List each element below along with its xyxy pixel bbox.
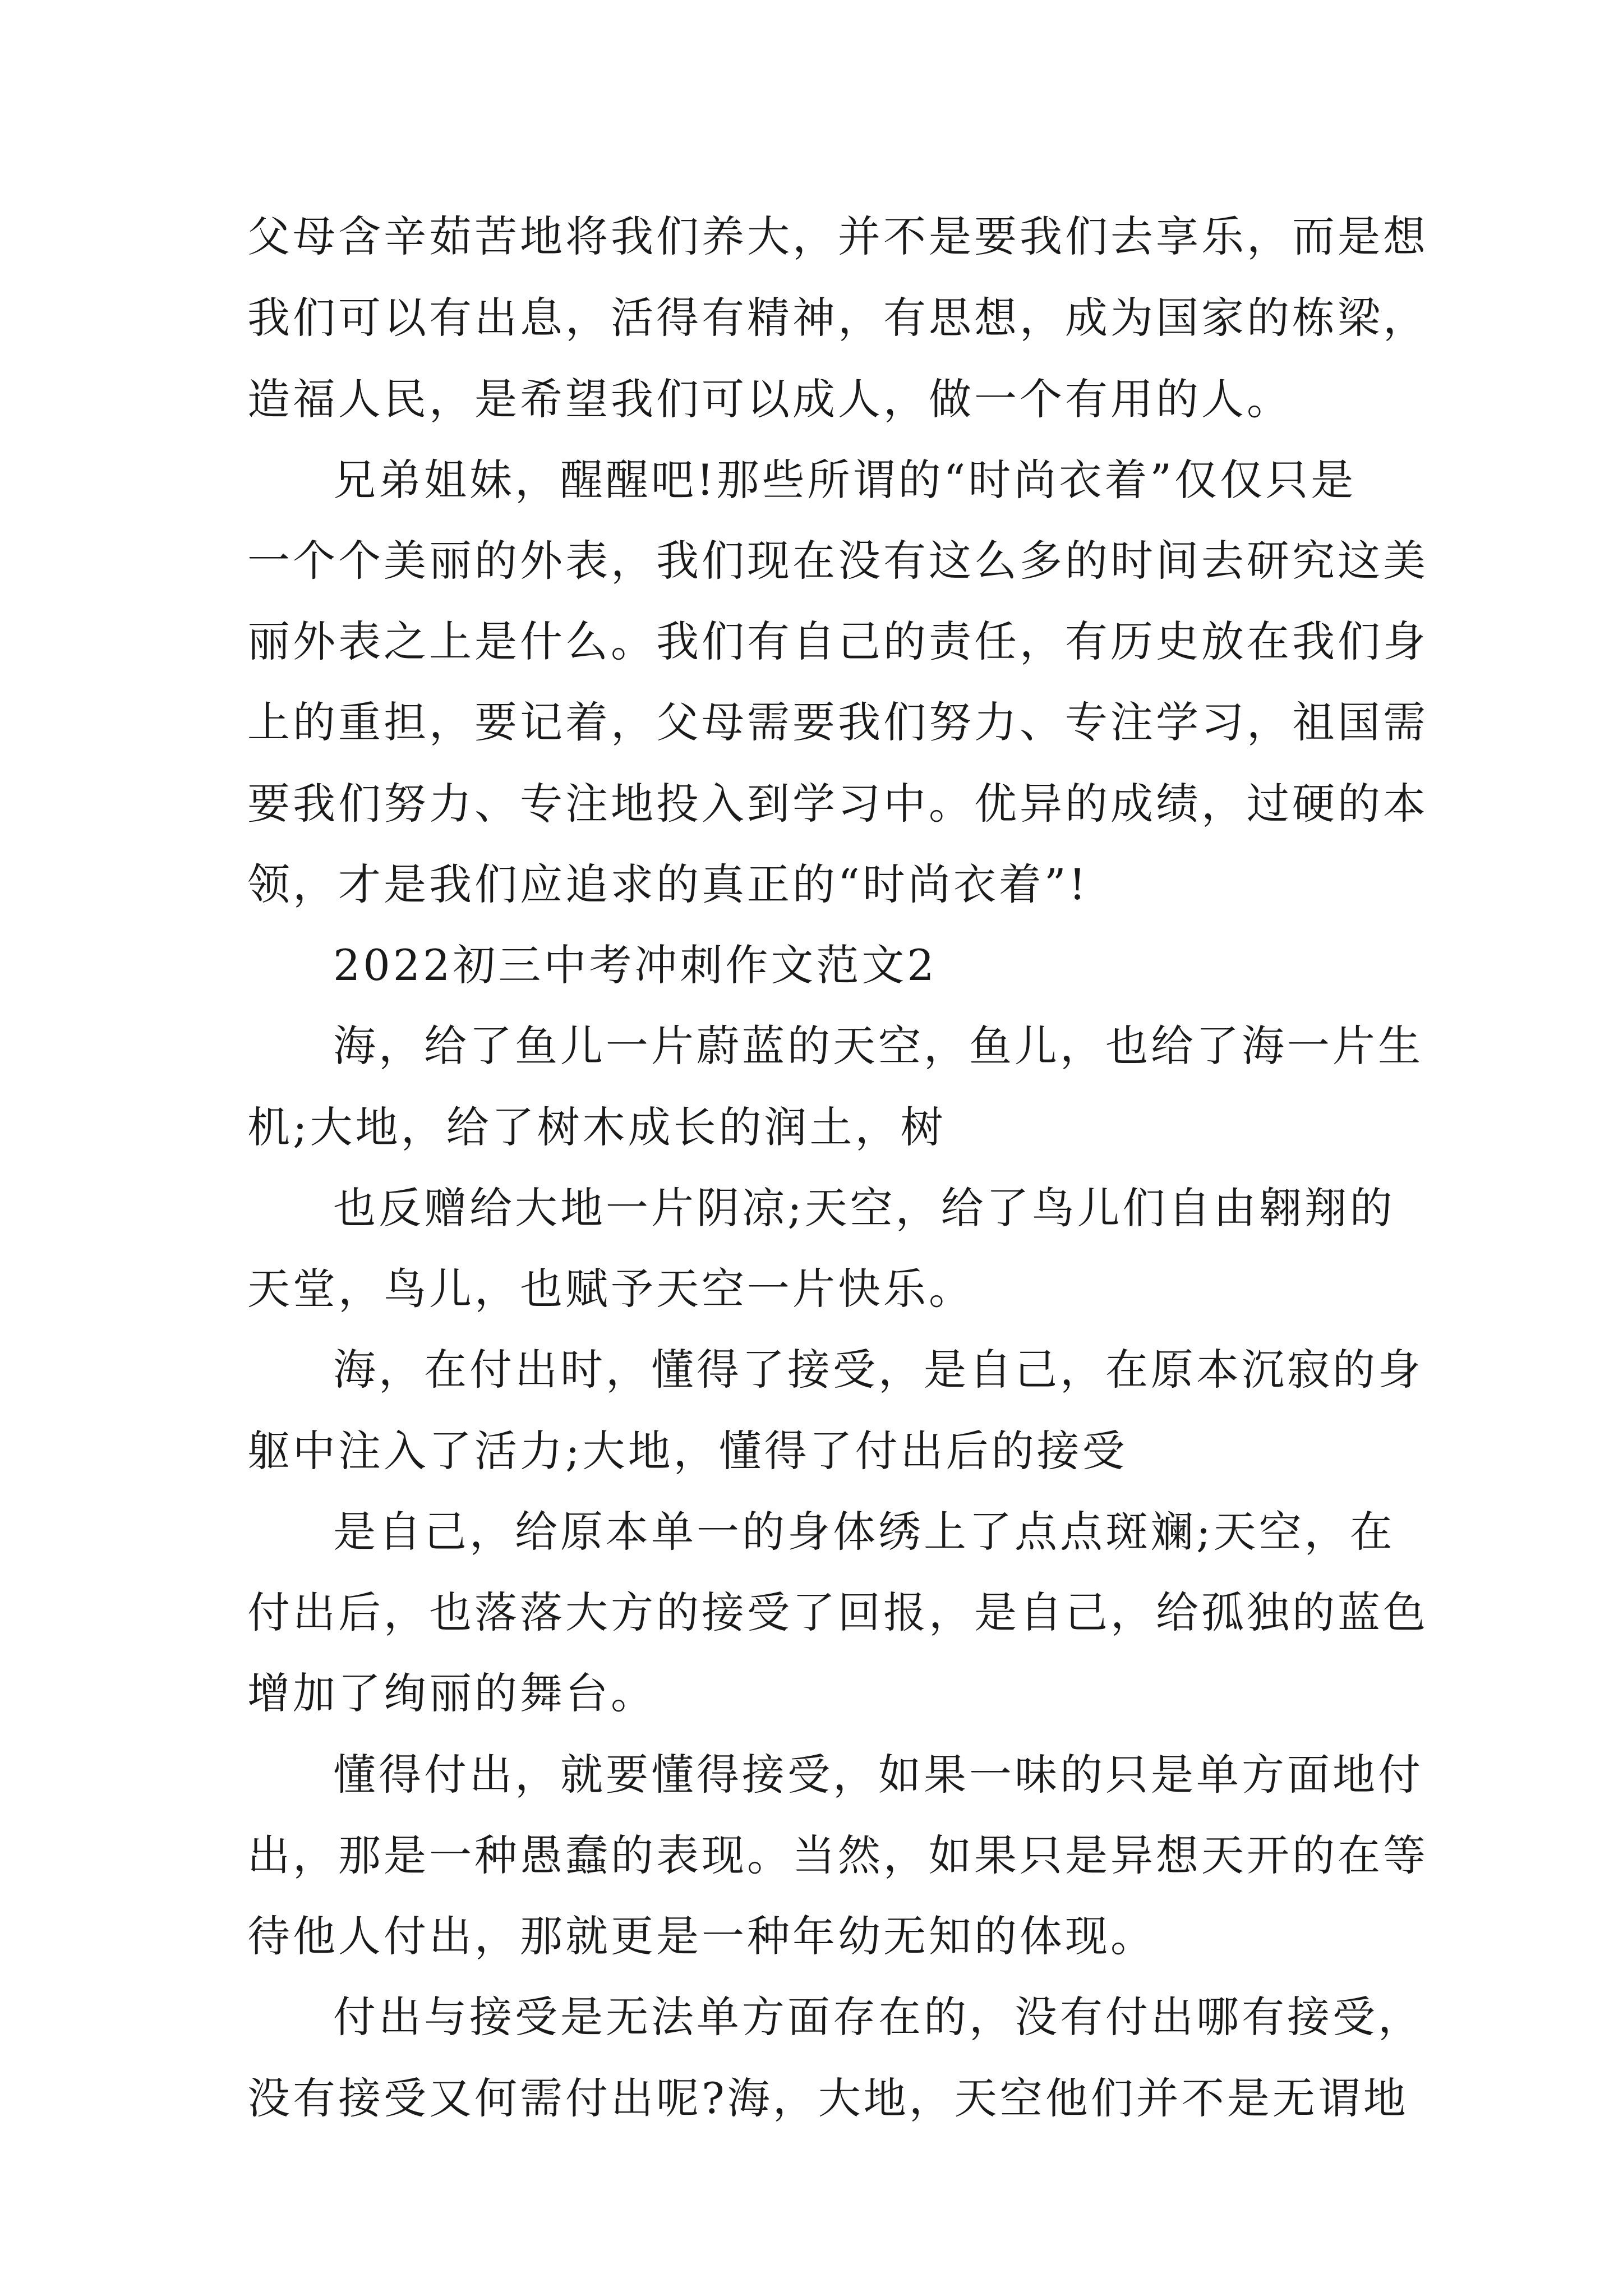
text-line: 一个个美丽的外表，我们现在没有这么多的时间去研究这美 <box>247 536 1428 586</box>
text-line: 躯中注入了活力;大地，懂得了付出后的接受 <box>247 1426 1128 1476</box>
text-line: 付出后，也落落大方的接受了回报，是自己，给孤独的蓝色 <box>247 1588 1428 1637</box>
text-line: 领，才是我们应追求的真正的“时尚衣着”! <box>247 859 1089 909</box>
text-line: 机;大地，给了树木成长的润土，树 <box>247 1102 946 1152</box>
text-line: 海，给了鱼儿一片蔚蓝的天空，鱼儿，也给了海一片生 <box>333 1021 1423 1071</box>
text-line: 兄弟姐妹，醒醒吧!那些所谓的“时尚衣着”仅仅只是 <box>333 455 1357 505</box>
text-line: 上的重担，要记着，父母需要我们努力、专注学习，祖国需 <box>247 697 1428 747</box>
text-line: 天堂，鸟儿，也赋予天空一片快乐。 <box>247 1264 974 1314</box>
text-line: 要我们努力、专注地投入到学习中。优异的成绩，过硬的本 <box>247 779 1428 829</box>
text-line: 懂得付出，就要懂得接受，如果一味的只是单方面地付 <box>333 1750 1423 1800</box>
text-line: 我们可以有出息，活得有精神，有思想，成为国家的栋梁， <box>247 293 1428 343</box>
text-line: 出，那是一种愚蠢的表现。当然，如果只是异想天开的在等 <box>247 1830 1428 1880</box>
text-line: 付出与接受是无法单方面存在的，没有付出哪有接受， <box>333 1992 1423 2042</box>
text-line: 没有接受又何需付出呢?海，大地，天空他们并不是无谓地 <box>247 2073 1409 2123</box>
text-line: 也反赠给大地一片阴凉;天空，给了鸟儿们自由翱翔的 <box>333 1183 1395 1233</box>
text-line: 父母含辛茹苦地将我们养大，并不是要我们去享乐，而是想 <box>247 211 1428 261</box>
section-heading: 2022初三中考冲刺作文范文2 <box>333 940 937 990</box>
text-line: 是自己，给原本单一的身体绣上了点点斑斓;天空，在 <box>333 1507 1395 1557</box>
text-line: 海，在付出时，懂得了接受，是自己，在原本沉寂的身 <box>333 1345 1423 1395</box>
text-line: 造福人民，是希望我们可以成人，做一个有用的人。 <box>247 374 1292 424</box>
text-line: 丽外表之上是什么。我们有自己的责任，有历史放在我们身 <box>247 616 1428 666</box>
text-line: 待他人付出，那就更是一种年幼无知的体现。 <box>247 1911 1156 1961</box>
text-line: 增加了绚丽的舞台。 <box>247 1668 656 1718</box>
